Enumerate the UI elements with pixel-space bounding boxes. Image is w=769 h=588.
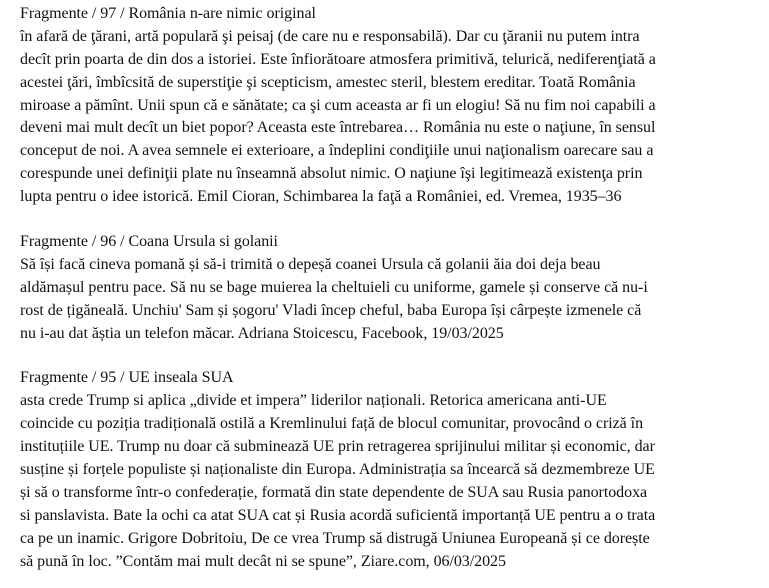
fragment-line: si panslavista. Bate la ochi ca atat SUA cat și Rusia acordă suficientă importanță UE pentru a o trata (20, 506, 656, 524)
fragment-line: instituțiile UE. Trump nu doar că subminează UE prin retragerea sprijinului militar și economic, dar (20, 438, 655, 456)
fragment-97 (20, 3, 765, 209)
fragment-line: și să o transforme într-o confederație, formată din state dependente de SUA sau Rusia panortodoxa (20, 483, 648, 501)
fragment-line: lupta pentru o idee istorică. Emil Cioran, Schimbarea la faţă a României, ed. Vremea, 1935–36 (20, 188, 622, 206)
fragment-line: deveni mai mult decît un biet popor? Aceasta este întrebarea… România nu este o naţiune, în sensul (20, 119, 656, 137)
fragment-line: conceput de noi. A avea semnele ei exterioare, a îndeplini condiţiile unui naţionalism oarecare sau a (20, 142, 654, 160)
fragment-line: Să își facă cineva pomană și să-i trimită o depeșă coanei Ursula că golanii ăia doi deja beau (20, 255, 601, 273)
fragment-title: Fragmente / 96 / Coana Ursula si golanii (20, 233, 278, 251)
fragment-line: ca pe un inamic. Grigore Dobritoiu, De ce vrea Trump să distrugă Uniunea Europeană și ce dorește (20, 529, 650, 547)
fragment-line: miroase a pămînt. Unii spun că e sănătate; ca şi cum aceasta ar fi un elogiu! Să nu fim noi capabili a (20, 96, 656, 114)
fragment-95 (20, 367, 765, 573)
fragment-line: să pună în loc. ”Contăm mai mult decât ni se spune”, Ziare.com, 06/03/2025 (20, 552, 506, 570)
fragment-line: decît prin poarta de din dos a istoriei. Este înfiorătoare atmosfera primitivă, telurică, nediferenţiată a (20, 50, 656, 68)
fragment-line: aldămașul pentru pace. Să nu se bage muierea la cheltuieli cu uniforme, gamele și conserve că nu-i (20, 278, 648, 296)
fragment-title: Fragmente / 97 / România n-are nimic original (20, 5, 316, 22)
fragment-line: susține și forțele populiste și naționaliste din Europa. Administrația sa încearcă să dezmembreze UE (20, 461, 655, 479)
fragment-line: nu i-au dat ăștia un telefon măcar. Adriana Stoicescu, Facebook, 19/03/2025 (20, 324, 504, 342)
fragment-line: coincide cu poziția tradițională ostilă a Kremlinului față de blocul comunitar, provocând o criză în (20, 415, 644, 433)
fragment-line: rost de țigăneală. Unchiu' Sam și șogoru' Vladi încep cheful, baba Europa își cârpește izmenele că (20, 301, 642, 319)
fragment-line: corespunde unei definiţii plate nu înseamnă absolut nimic. O naţiune îşi legitimează existenţa prin (20, 165, 643, 183)
fragment-line: în afară de ţărani, artă populară şi peisaj (de care nu e responsabilă). Dar cu ţăranii nu putem intra (20, 27, 640, 45)
fragment-96 (20, 231, 765, 345)
fragment-line: asta crede Trump si aplica „divide et impera” liderilor naționali. Retorica americana anti-UE (20, 392, 607, 410)
fragment-line: acestei ţări, îmbîcsită de superstiţie şi scepticism, amestec steril, blestem ereditar. Toată România (20, 73, 636, 91)
fragment-title: Fragmente / 95 / UE inseala SUA (20, 369, 234, 387)
